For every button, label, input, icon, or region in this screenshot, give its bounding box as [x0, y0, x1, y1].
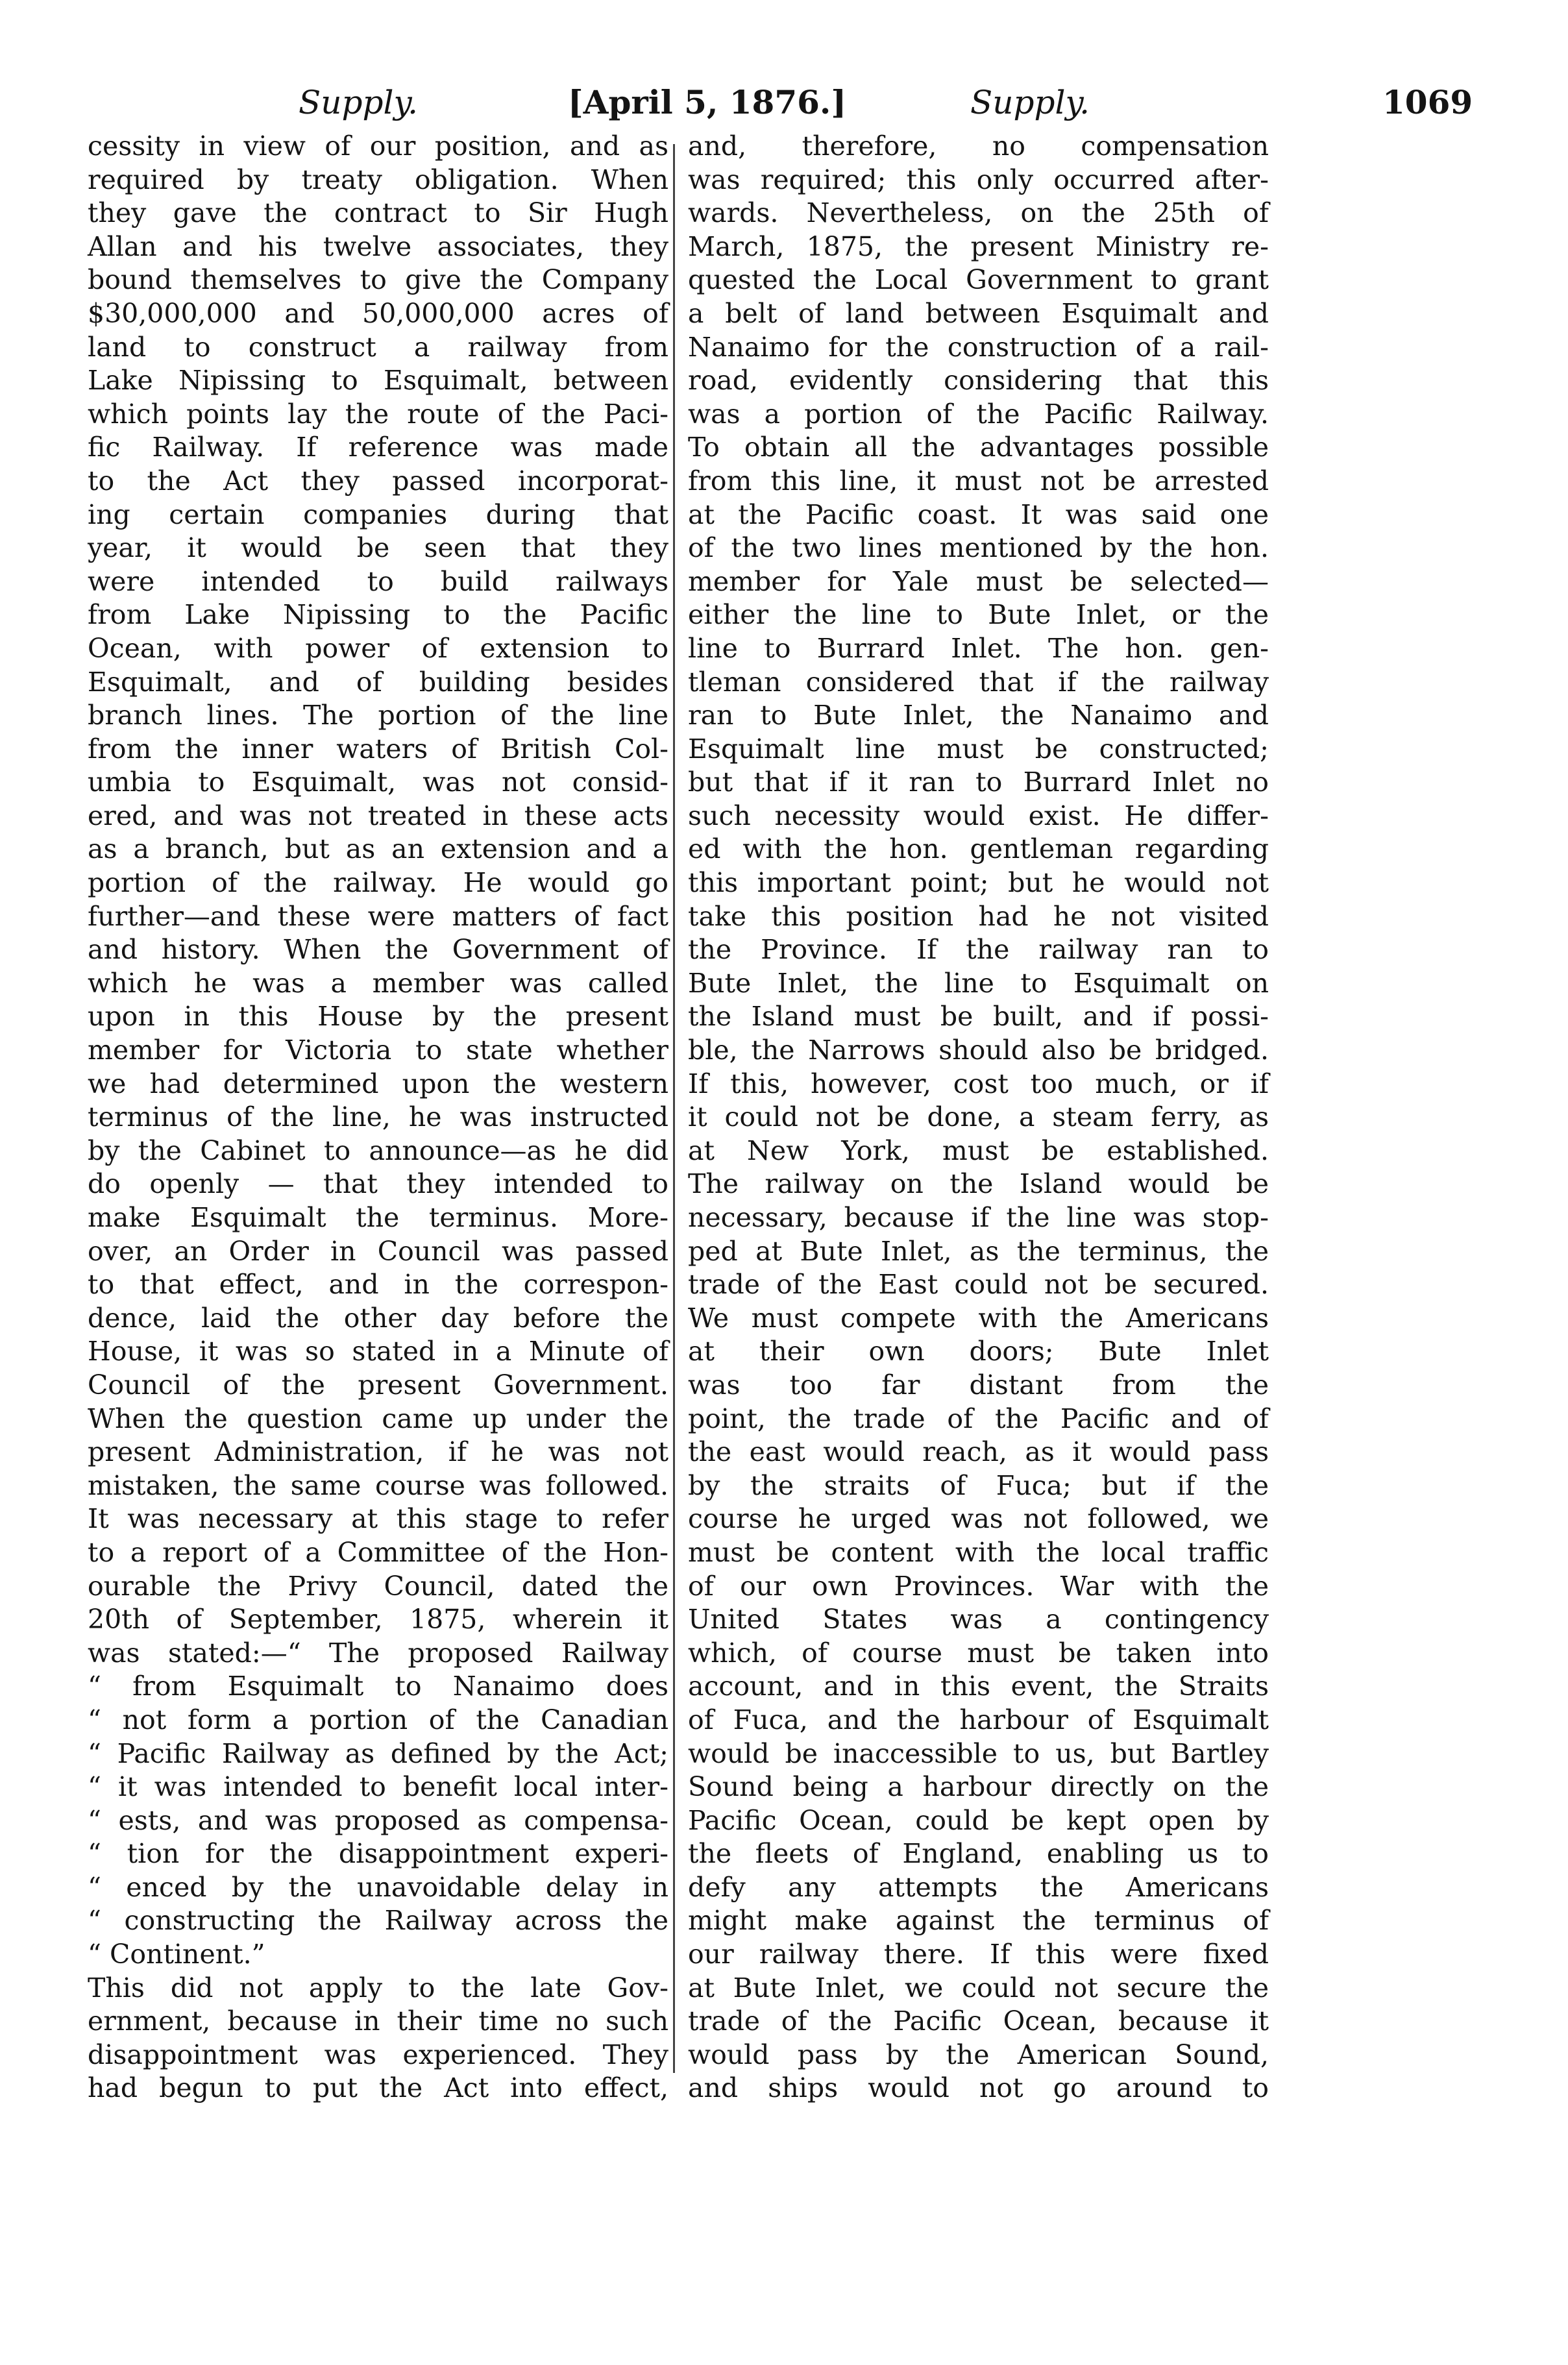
- text-line: Sound being a harbour directly on the: [688, 1771, 1269, 1803]
- text-line: which points lay the route of the Paci-: [88, 398, 668, 430]
- text-line: United States was a contingency: [688, 1604, 1269, 1636]
- text-line: Ocean, with power of extension to: [88, 632, 668, 664]
- text-line: Esquimalt, and of building besides: [88, 666, 668, 698]
- text-line: course he urged was not followed, we: [688, 1503, 1269, 1535]
- text-line: from the inner waters of British Col-: [88, 733, 668, 765]
- text-line: tleman considered that if the railway: [688, 666, 1269, 698]
- text-line: our railway there. If this were fixed: [688, 1939, 1269, 1970]
- text-line: such necessity would exist. He differ-: [688, 800, 1269, 831]
- text-line: It was necessary at this stage to refer: [88, 1503, 668, 1535]
- text-line: land to construct a railway from: [88, 331, 668, 363]
- text-line: Nanaimo for the construction of a rail-: [688, 331, 1269, 363]
- text-line: March, 1875, the present Ministry re-: [688, 230, 1269, 262]
- text-line: were intended to build railways: [88, 565, 668, 597]
- text-line: $30,000,000 and 50,000,000 acres of: [88, 297, 668, 329]
- text-line: must be content with the local traffic: [688, 1536, 1269, 1568]
- text-line: cessity in view of our position, and as: [88, 130, 668, 162]
- text-line: Allan and his twelve associates, they: [88, 230, 668, 262]
- text-line: and ships would not go around to: [688, 2072, 1269, 2104]
- text-line: from this line, it must not be arrested: [688, 465, 1269, 496]
- text-line: this important point; but he would not: [688, 867, 1269, 899]
- text-line: it could not be done, a steam ferry, as: [688, 1101, 1269, 1133]
- text-line: defy any attempts the Americans: [688, 1871, 1269, 1903]
- text-line: might make against the terminus of: [688, 1905, 1269, 1937]
- text-line: disappointment was experienced. They: [88, 2039, 668, 2070]
- text-line: which, of course must be taken into: [688, 1637, 1269, 1669]
- text-line: dence, laid the other day before the: [88, 1302, 668, 1334]
- text-line: by the straits of Fuca; but if the: [688, 1469, 1269, 1501]
- text-line: upon in this House by the present: [88, 1001, 668, 1033]
- text-line: required by treaty obligation. When: [88, 164, 668, 195]
- text-line: “ enced by the unavoidable delay in: [88, 1871, 668, 1903]
- text-line: House, it was so stated in a Minute of: [88, 1336, 668, 1367]
- text-line: road, evidently considering that this: [688, 365, 1269, 397]
- text-line: trade of the Pacific Ocean, because it: [688, 2005, 1269, 2037]
- text-line: to a report of a Committee of the Hon-: [88, 1536, 668, 1568]
- page-header: [0, 77, 1568, 129]
- text-line: the Province. If the railway ran to: [688, 934, 1269, 966]
- text-line: quested the Local Government to grant: [688, 264, 1269, 296]
- text-line: “ Pacific Railway as defined by the Act;: [88, 1737, 668, 1769]
- text-line: do openly — that they intended to: [88, 1168, 668, 1200]
- text-line: ped at Bute Inlet, as the terminus, the: [688, 1235, 1269, 1267]
- text-line: wards. Nevertheless, on the 25th of: [688, 197, 1269, 229]
- right-column: [688, 130, 1269, 2105]
- text-line: “ ests, and was proposed as compensa-: [88, 1804, 668, 1836]
- text-line: necessary, because if the line was stop-: [688, 1202, 1269, 1233]
- text-line: “ it was intended to benefit local inter-: [88, 1771, 668, 1803]
- text-line: We must compete with the Americans: [688, 1302, 1269, 1334]
- text-line: but that if it ran to Burrard Inlet no: [688, 766, 1269, 798]
- text-line: would be inaccessible to us, but Bartley: [688, 1737, 1269, 1769]
- text-line: point, the trade of the Pacific and of: [688, 1403, 1269, 1434]
- text-line: Council of the present Government.: [88, 1369, 668, 1401]
- text-line: from Lake Nipissing to the Pacific: [88, 599, 668, 631]
- text-line: umbia to Esquimalt, was not consid-: [88, 766, 668, 798]
- text-line: at Bute Inlet, we could not secure the: [688, 1972, 1269, 2004]
- text-line: Esquimalt line must be constructed;: [688, 733, 1269, 765]
- text-line: and, therefore, no compensation: [688, 130, 1269, 162]
- text-line: of Fuca, and the harbour of Esquimalt: [688, 1704, 1269, 1735]
- text-line: was too far distant from the: [688, 1369, 1269, 1401]
- text-line: at New York, must be established.: [688, 1134, 1269, 1166]
- text-line: was stated:—“ The proposed Railway: [88, 1637, 668, 1669]
- text-line: “ Continent.”: [88, 1939, 265, 1970]
- text-line: which he was a member was called: [88, 967, 668, 999]
- text-line: The railway on the Island would be: [688, 1168, 1269, 1200]
- text-line: was a portion of the Pacific Railway.: [688, 398, 1269, 430]
- text-line: ran to Bute Inlet, the Nanaimo and: [688, 700, 1269, 731]
- text-line: member for Yale must be selected—: [688, 565, 1269, 597]
- running-title-right: Supply.: [970, 84, 1090, 121]
- text-line: line to Burrard Inlet. The hon. gen-: [688, 632, 1269, 664]
- text-line: over, an Order in Council was passed: [88, 1235, 668, 1267]
- text-line: trade of the East could not be secured.: [688, 1269, 1269, 1301]
- text-line: If this, however, cost too much, or if: [688, 1068, 1269, 1099]
- text-line: ernment, because in their time no such: [88, 2005, 668, 2037]
- text-line: This did not apply to the late Gov-: [88, 1972, 668, 2004]
- left-column: [88, 130, 668, 2105]
- text-line: by the Cabinet to announce—as he did: [88, 1134, 668, 1166]
- text-line: mistaken, the same course was followed.: [88, 1469, 668, 1501]
- text-line: “ from Esquimalt to Nanaimo does: [88, 1671, 668, 1702]
- text-line: terminus of the line, he was instructed: [88, 1101, 668, 1133]
- text-line: When the question came up under the: [88, 1403, 668, 1434]
- text-line: the fleets of England, enabling us to: [688, 1838, 1269, 1870]
- text-line: present Administration, if he was not: [88, 1436, 668, 1468]
- header-date: [April 5, 1876.]: [568, 83, 846, 121]
- text-line: to the Act they passed incorporat-: [88, 465, 668, 496]
- text-line: further—and these were matters of fact: [88, 900, 668, 932]
- text-line: and history. When the Government of: [88, 934, 668, 966]
- text-line: either the line to Bute Inlet, or the: [688, 599, 1269, 631]
- text-line: bound themselves to give the Company: [88, 264, 668, 296]
- text-line: would pass by the American Sound,: [688, 2039, 1269, 2070]
- column-divider: [673, 144, 675, 2073]
- text-line: take this position had he not visited: [688, 900, 1269, 932]
- text-line: of the two lines mentioned by the hon.: [688, 532, 1269, 564]
- text-line: had begun to put the Act into effect,: [88, 2072, 668, 2104]
- text-line: a belt of land between Esquimalt and: [688, 297, 1269, 329]
- text-line: make Esquimalt the terminus. More-: [88, 1202, 668, 1233]
- text-line: member for Victoria to state whether: [88, 1035, 668, 1066]
- text-line: account, and in this event, the Straits: [688, 1671, 1269, 1702]
- text-line: ered, and was not treated in these acts: [88, 800, 668, 831]
- text-line: as a branch, but as an extension and a: [88, 833, 668, 865]
- text-line: at their own doors; Bute Inlet: [688, 1336, 1269, 1367]
- text-line: of our own Provinces. War with the: [688, 1570, 1269, 1602]
- text-line: portion of the railway. He would go: [88, 867, 668, 899]
- text-line: ble, the Narrows should also be bridged.: [688, 1035, 1269, 1066]
- text-line: we had determined upon the western: [88, 1068, 668, 1099]
- text-line: at the Pacific coast. It was said one: [688, 498, 1269, 530]
- text-line: ing certain companies during that: [88, 498, 668, 530]
- text-line: the east would reach, as it would pass: [688, 1436, 1269, 1468]
- text-line: To obtain all the advantages possible: [688, 432, 1269, 463]
- text-line: they gave the contract to Sir Hugh: [88, 197, 668, 229]
- text-line: to that effect, and in the correspon-: [88, 1269, 668, 1301]
- text-line: branch lines. The portion of the line: [88, 700, 668, 731]
- text-line: 20th of September, 1875, wherein it: [88, 1604, 668, 1636]
- text-line: Pacific Ocean, could be kept open by: [688, 1804, 1269, 1836]
- text-line: Bute Inlet, the line to Esquimalt on: [688, 967, 1269, 999]
- text-line: “ constructing the Railway across the: [88, 1905, 668, 1937]
- text-line: “ tion for the disappointment experi-: [88, 1838, 668, 1870]
- text-line: “ not form a portion of the Canadian: [88, 1704, 668, 1735]
- running-title-left: Supply.: [299, 84, 418, 121]
- page-number: 1069: [1382, 83, 1473, 121]
- text-line: ed with the hon. gentleman regarding: [688, 833, 1269, 865]
- text-line: Lake Nipissing to Esquimalt, between: [88, 365, 668, 397]
- text-line: ourable the Privy Council, dated the: [88, 1570, 668, 1602]
- text-line: year, it would be seen that they: [88, 532, 668, 564]
- text-line: the Island must be built, and if possi-: [688, 1001, 1269, 1033]
- text-line: fic Railway. If reference was made: [88, 432, 668, 463]
- text-line: was required; this only occurred after-: [688, 164, 1269, 195]
